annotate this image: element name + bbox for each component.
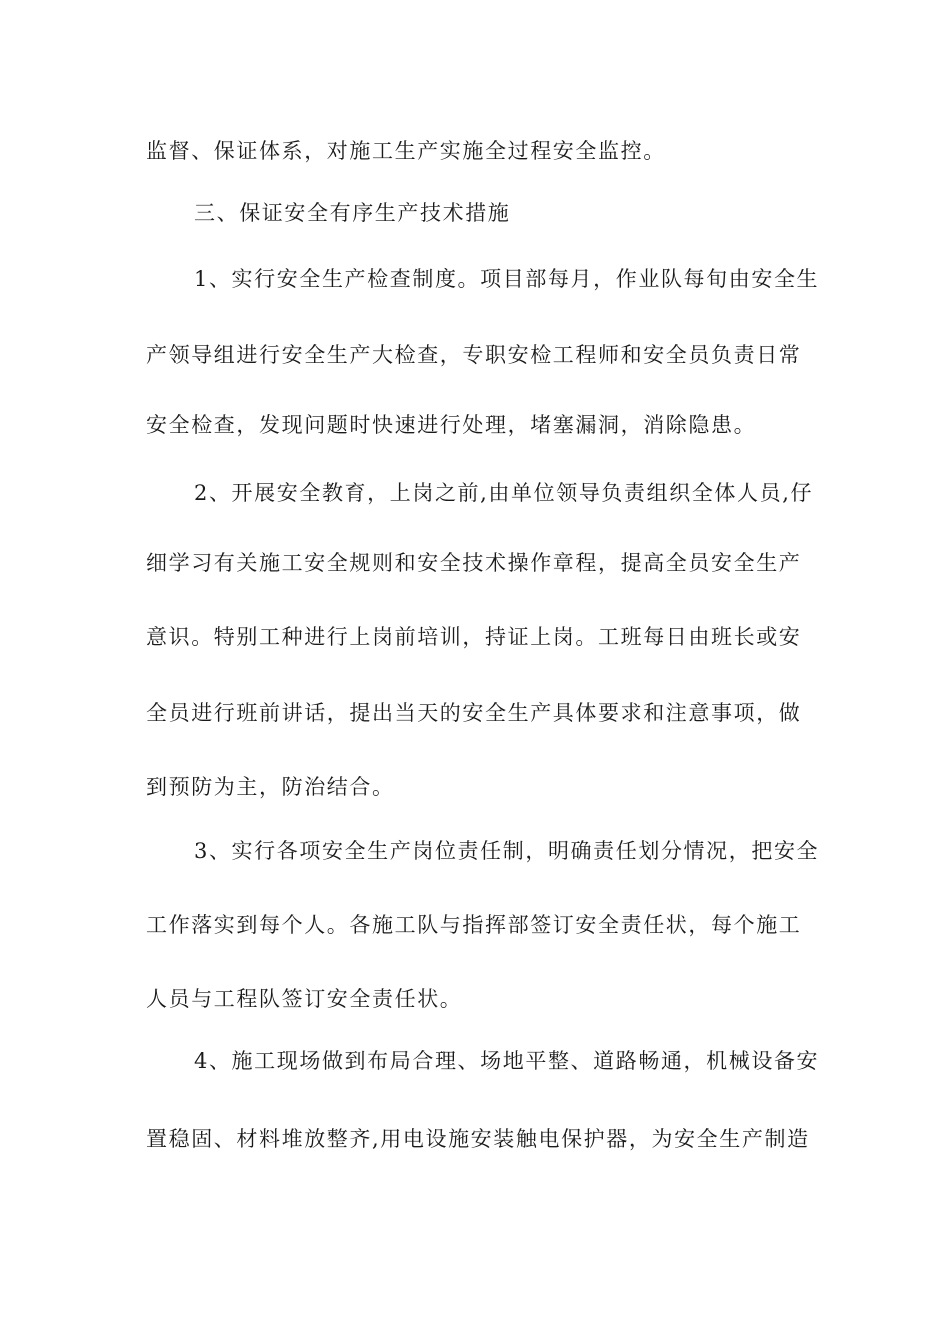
paragraph-line: 产领导组进行安全生产大检查，专职安检工程师和安全员负责日常 xyxy=(146,343,802,367)
paragraph-line: 1、实行安全生产检查制度。项目部每月，作业队每旬由安全生 xyxy=(194,267,820,291)
paragraph-line: 监督、保证体系，对施工生产实施全过程安全监控。 xyxy=(146,139,666,163)
paragraph-line: 安全检查，发现问题时快速进行处理，堵塞漏洞，消除隐患。 xyxy=(146,413,757,437)
paragraph-line: 全员进行班前讲话，提出当天的安全生产具体要求和注意事项，做 xyxy=(146,701,802,725)
section-heading: 三、保证安全有序生产技术措施 xyxy=(194,201,511,225)
paragraph-line: 人员与工程队签订安全责任状。 xyxy=(146,987,463,1011)
paragraph-line: 2、开展安全教育，上岗之前,由单位领导负责组织全体人员,仔 xyxy=(194,481,814,505)
paragraph-line: 4、施工现场做到布局合理、场地平整、道路畅通，机械设备安 xyxy=(194,1049,820,1073)
paragraph-line: 工作落实到每个人。各施工队与指挥部签订安全责任状，每个施工 xyxy=(146,913,802,937)
paragraph-line: 到预防为主，防治结合。 xyxy=(146,775,395,799)
paragraph-line: 意识。特别工种进行上岗前培训，持证上岗。工班每日由班长或安 xyxy=(146,625,802,649)
paragraph-line: 3、实行各项安全生产岗位责任制，明确责任划分情况，把安全 xyxy=(194,839,820,863)
paragraph-line: 细学习有关施工安全规则和安全技术操作章程，提高全员安全生产 xyxy=(146,551,802,575)
paragraph-line: 置稳固、材料堆放整齐,用电设施安装触电保护器，为安全生产制造 xyxy=(146,1127,810,1151)
